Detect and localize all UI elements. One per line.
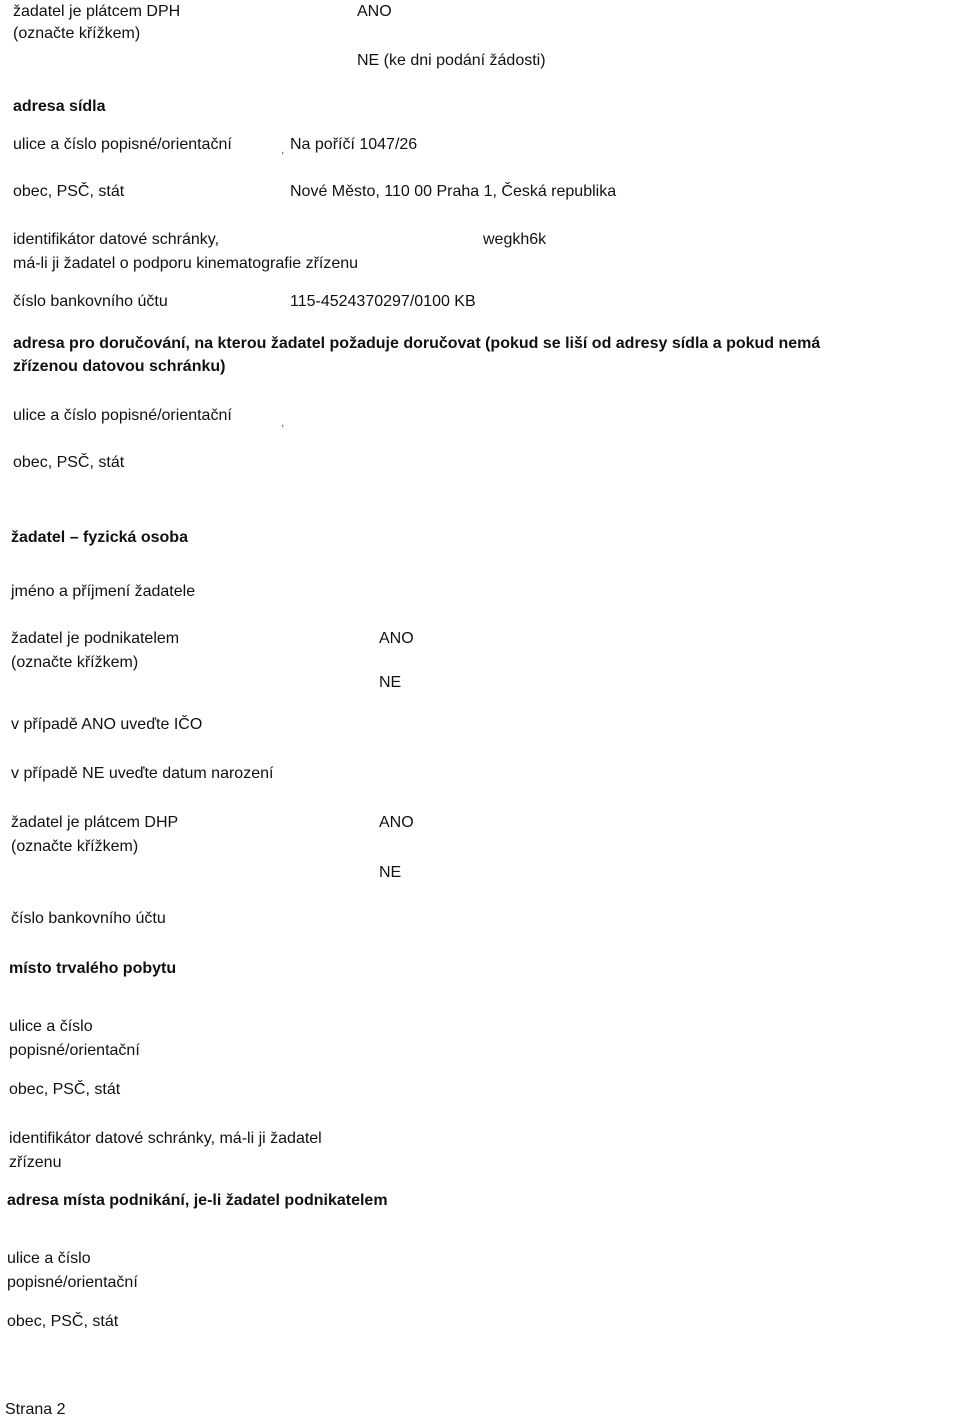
business-street-label-line2: popisné/orientační xyxy=(7,1274,138,1291)
residence-street-label-line1: ulice a číslo xyxy=(9,1018,93,1035)
dhp-option-yes: ANO xyxy=(379,814,414,831)
natural-person-heading: žadatel – fyzická osoba xyxy=(11,529,188,546)
dhp-label-line1: žadatel je plátcem DHP xyxy=(11,814,179,831)
entrepreneur-option-yes: ANO xyxy=(379,630,414,647)
seat-street-value: Na poříčí 1047/26 xyxy=(290,136,418,153)
seat-city-value: Nové Město, 110 00 Praha 1, Česká republika xyxy=(290,183,617,200)
seat-address-heading: adresa sídla xyxy=(13,98,106,115)
vat-label-line2: (označte křížkem) xyxy=(13,25,141,42)
seat-street-label: ulice a číslo popisné/orientační xyxy=(13,136,232,153)
business-city-label: obec, PSČ, stát xyxy=(7,1313,119,1330)
natural-person-bank-label: číslo bankovního účtu xyxy=(11,910,166,927)
business-address-heading: adresa místa podnikání, je-li žadatel podnikatelem xyxy=(7,1192,388,1209)
natural-person-name-label: jméno a příjmení žadatele xyxy=(11,583,196,600)
seat-bank-label: číslo bankovního účtu xyxy=(13,293,168,310)
seat-bank-value: 115-4524370297/0100 KB xyxy=(290,293,476,310)
vat-label-line1: žadatel je plátcem DPH xyxy=(13,3,181,20)
entrepreneur-option-no: NE xyxy=(379,674,402,691)
entrepreneur-label-line1: žadatel je podnikatelem xyxy=(11,630,180,647)
delivery-heading-line1: adresa pro doručování, na kterou žadatel požaduje doručovat (pokud se liší od adresy sídla a pokud nemá xyxy=(13,335,821,352)
birth-date-label: v případě NE uveďte datum narození xyxy=(11,765,274,782)
delivery-city-label: obec, PSČ, stát xyxy=(13,454,125,471)
entrepreneur-label-line2: (označte křížkem) xyxy=(11,654,139,671)
residence-city-label: obec, PSČ, stát xyxy=(9,1081,121,1098)
residence-street-label-line2: popisné/orientační xyxy=(9,1042,140,1059)
dhp-option-no: NE xyxy=(379,864,402,881)
business-street-label-line1: ulice a číslo xyxy=(7,1250,91,1267)
seat-databox-label-line2: má-li ji žadatel o podporu kinematografie zřízenu xyxy=(13,255,359,272)
seat-city-label: obec, PSČ, stát xyxy=(13,183,125,200)
vat-option-yes: ANO xyxy=(357,3,392,20)
separator-mark: , xyxy=(281,142,285,156)
page-number: Strana 2 xyxy=(5,1401,66,1418)
delivery-heading-line2: zřízenou datovou schránku) xyxy=(13,358,226,375)
residence-databox-label-line1: identifikátor datové schránky, má-li ji žadatel xyxy=(9,1130,322,1147)
separator-mark: , xyxy=(281,415,285,429)
seat-databox-value: wegkh6k xyxy=(483,231,547,248)
delivery-street-label: ulice a číslo popisné/orientační xyxy=(13,407,232,424)
vat-option-no: NE (ke dni podání žádosti) xyxy=(357,52,546,69)
ico-label: v případě ANO uveďte IČO xyxy=(11,716,203,733)
seat-databox-label-line1: identifikátor datové schránky, xyxy=(13,231,220,248)
residence-heading: místo trvalého pobytu xyxy=(9,960,177,977)
residence-databox-label-line2: zřízenu xyxy=(9,1154,62,1171)
dhp-label-line2: (označte křížkem) xyxy=(11,838,139,855)
